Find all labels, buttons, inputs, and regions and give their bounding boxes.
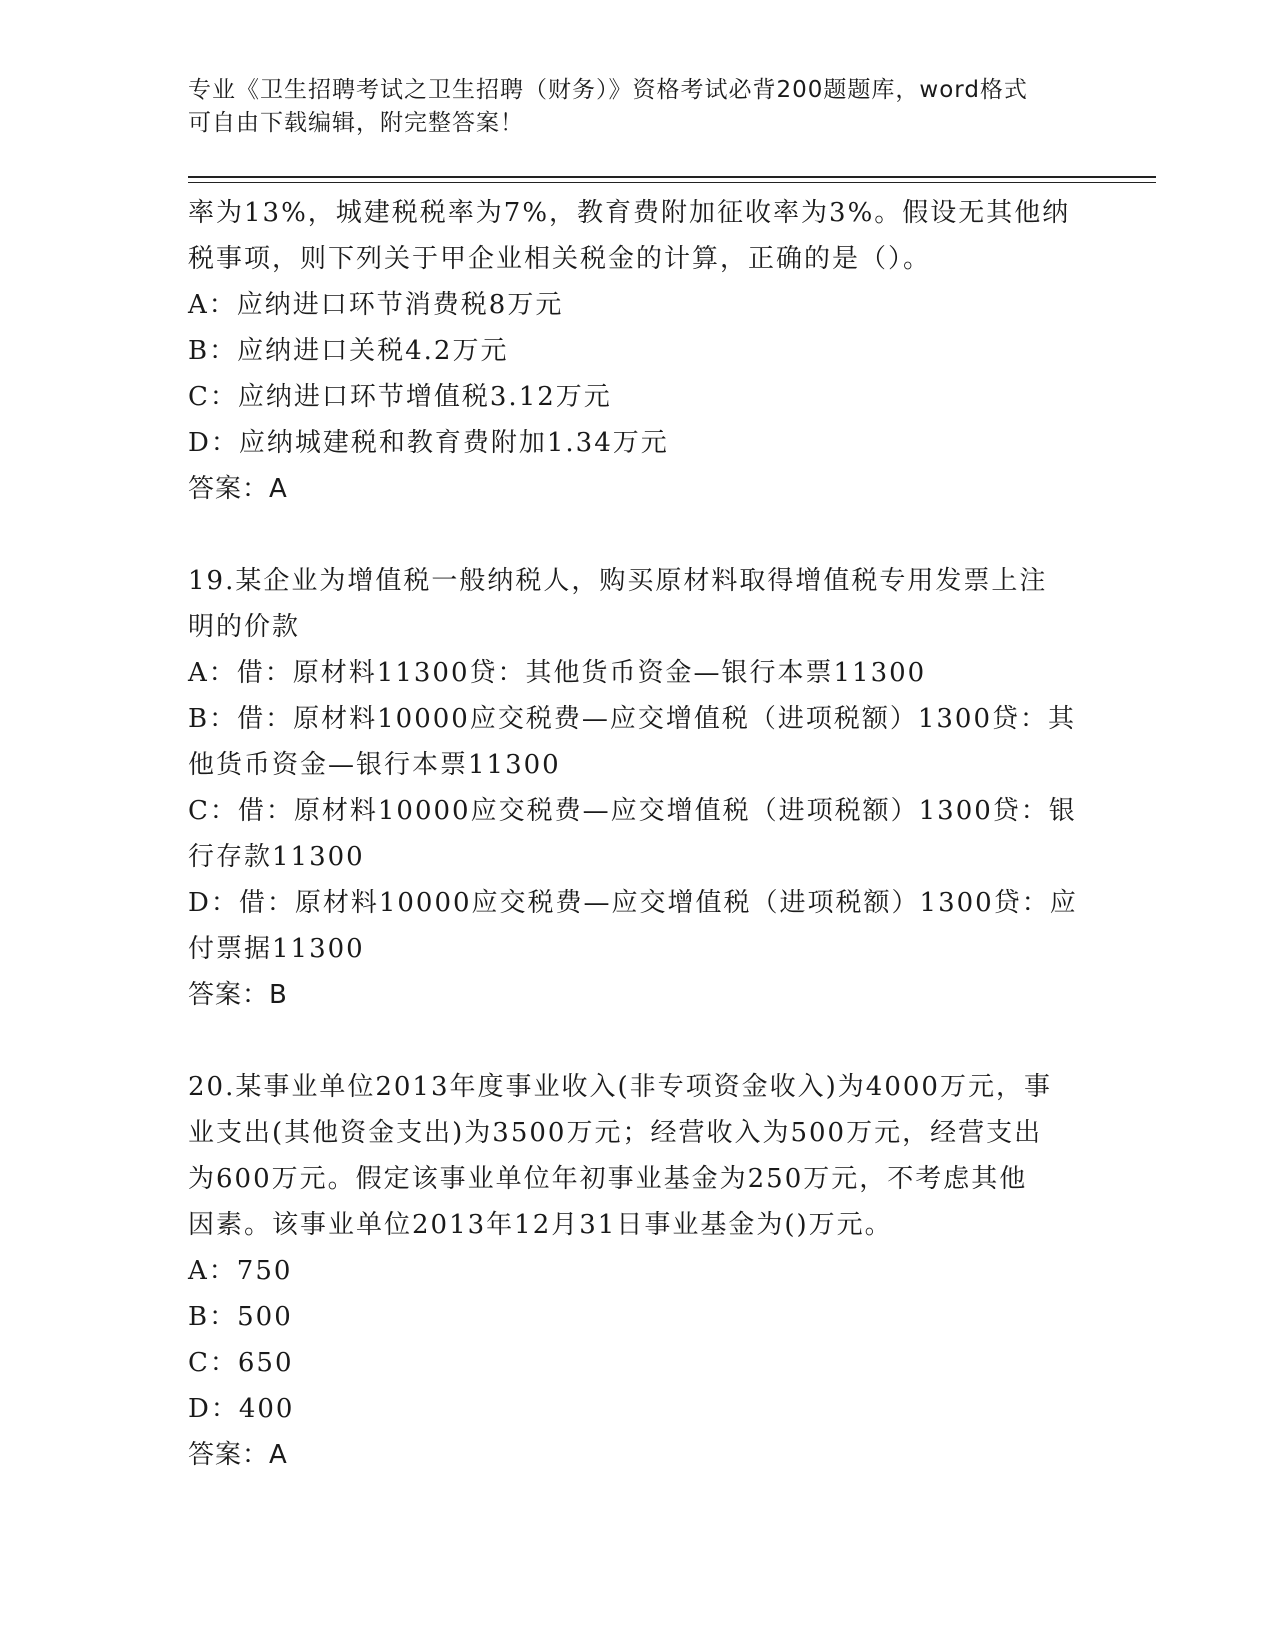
header-rule-thick bbox=[188, 176, 1156, 178]
option-c: C：借：原材料10000应交税费—应交增值税（进项税额）1300贷：银 bbox=[188, 796, 1077, 826]
question-20 bbox=[188, 1064, 1088, 1478]
question-stem-line: 为600万元。假定该事业单位年初事业基金为250万元，不考虑其他 bbox=[188, 1164, 1028, 1194]
question-spacer bbox=[188, 512, 1088, 558]
answer-line: 答案：A bbox=[188, 1440, 288, 1470]
option-c: C：应纳进口环节增值税3.12万元 bbox=[188, 382, 612, 412]
question-stem-line: 20.某事业单位2013年度事业收入(非专项资金收入)为4000万元，事 bbox=[188, 1072, 1052, 1102]
question-18 bbox=[188, 190, 1088, 512]
option-d: D：借：原材料10000应交税费—应交增值税（进项税额）1300贷：应 bbox=[188, 888, 1078, 918]
question-stem-line: 税事项，则下列关于甲企业相关税金的计算，正确的是（）。 bbox=[188, 244, 932, 274]
option-c-continued: 行存款11300 bbox=[188, 842, 365, 872]
question-19 bbox=[188, 558, 1088, 1018]
option-d-continued: 付票据11300 bbox=[188, 934, 365, 964]
option-d: D：应纳城建税和教育费附加1.34万元 bbox=[188, 428, 669, 458]
question-stem-line: 率为13%，城建税税率为7%，教育费附加征收率为3%。假设无其他纳 bbox=[188, 198, 1071, 228]
option-d: D：400 bbox=[188, 1394, 295, 1424]
header-line-1: 专业《卫生招聘考试之卫生招聘（财务）》资格考试必背200题题库，word格式 bbox=[188, 77, 1028, 103]
option-c: C：650 bbox=[188, 1348, 294, 1378]
option-b-continued: 他货币资金—银行本票11300 bbox=[188, 750, 561, 780]
option-a: A：750 bbox=[188, 1256, 293, 1286]
question-stem-line: 因素。该事业单位2013年12月31日事业基金为()万元。 bbox=[188, 1210, 893, 1240]
document-body bbox=[188, 190, 1088, 1478]
question-spacer bbox=[188, 1018, 1088, 1064]
header-rule-thin bbox=[188, 182, 1156, 183]
answer-line: 答案：B bbox=[188, 980, 288, 1010]
question-stem-line: 明的价款 bbox=[188, 612, 301, 642]
option-a: A：借：原材料11300贷：其他货币资金—银行本票11300 bbox=[188, 658, 927, 688]
header-line-2: 可自由下载编辑，附完整答案！ bbox=[188, 110, 524, 136]
option-a: A：应纳进口环节消费税8万元 bbox=[188, 290, 564, 320]
option-b: B：借：原材料10000应交税费—应交增值税（进项税额）1300贷：其 bbox=[188, 704, 1076, 734]
question-stem-line: 19.某企业为增值税一般纳税人，购买原材料取得增值税专用发票上注 bbox=[188, 566, 1048, 596]
question-stem-line: 业支出(其他资金支出)为3500万元；经营收入为500万元，经营支出 bbox=[188, 1118, 1043, 1148]
document-header bbox=[188, 74, 1068, 140]
option-b: B：500 bbox=[188, 1302, 293, 1332]
option-b: B：应纳进口关税4.2万元 bbox=[188, 336, 509, 366]
answer-line: 答案：A bbox=[188, 474, 288, 504]
